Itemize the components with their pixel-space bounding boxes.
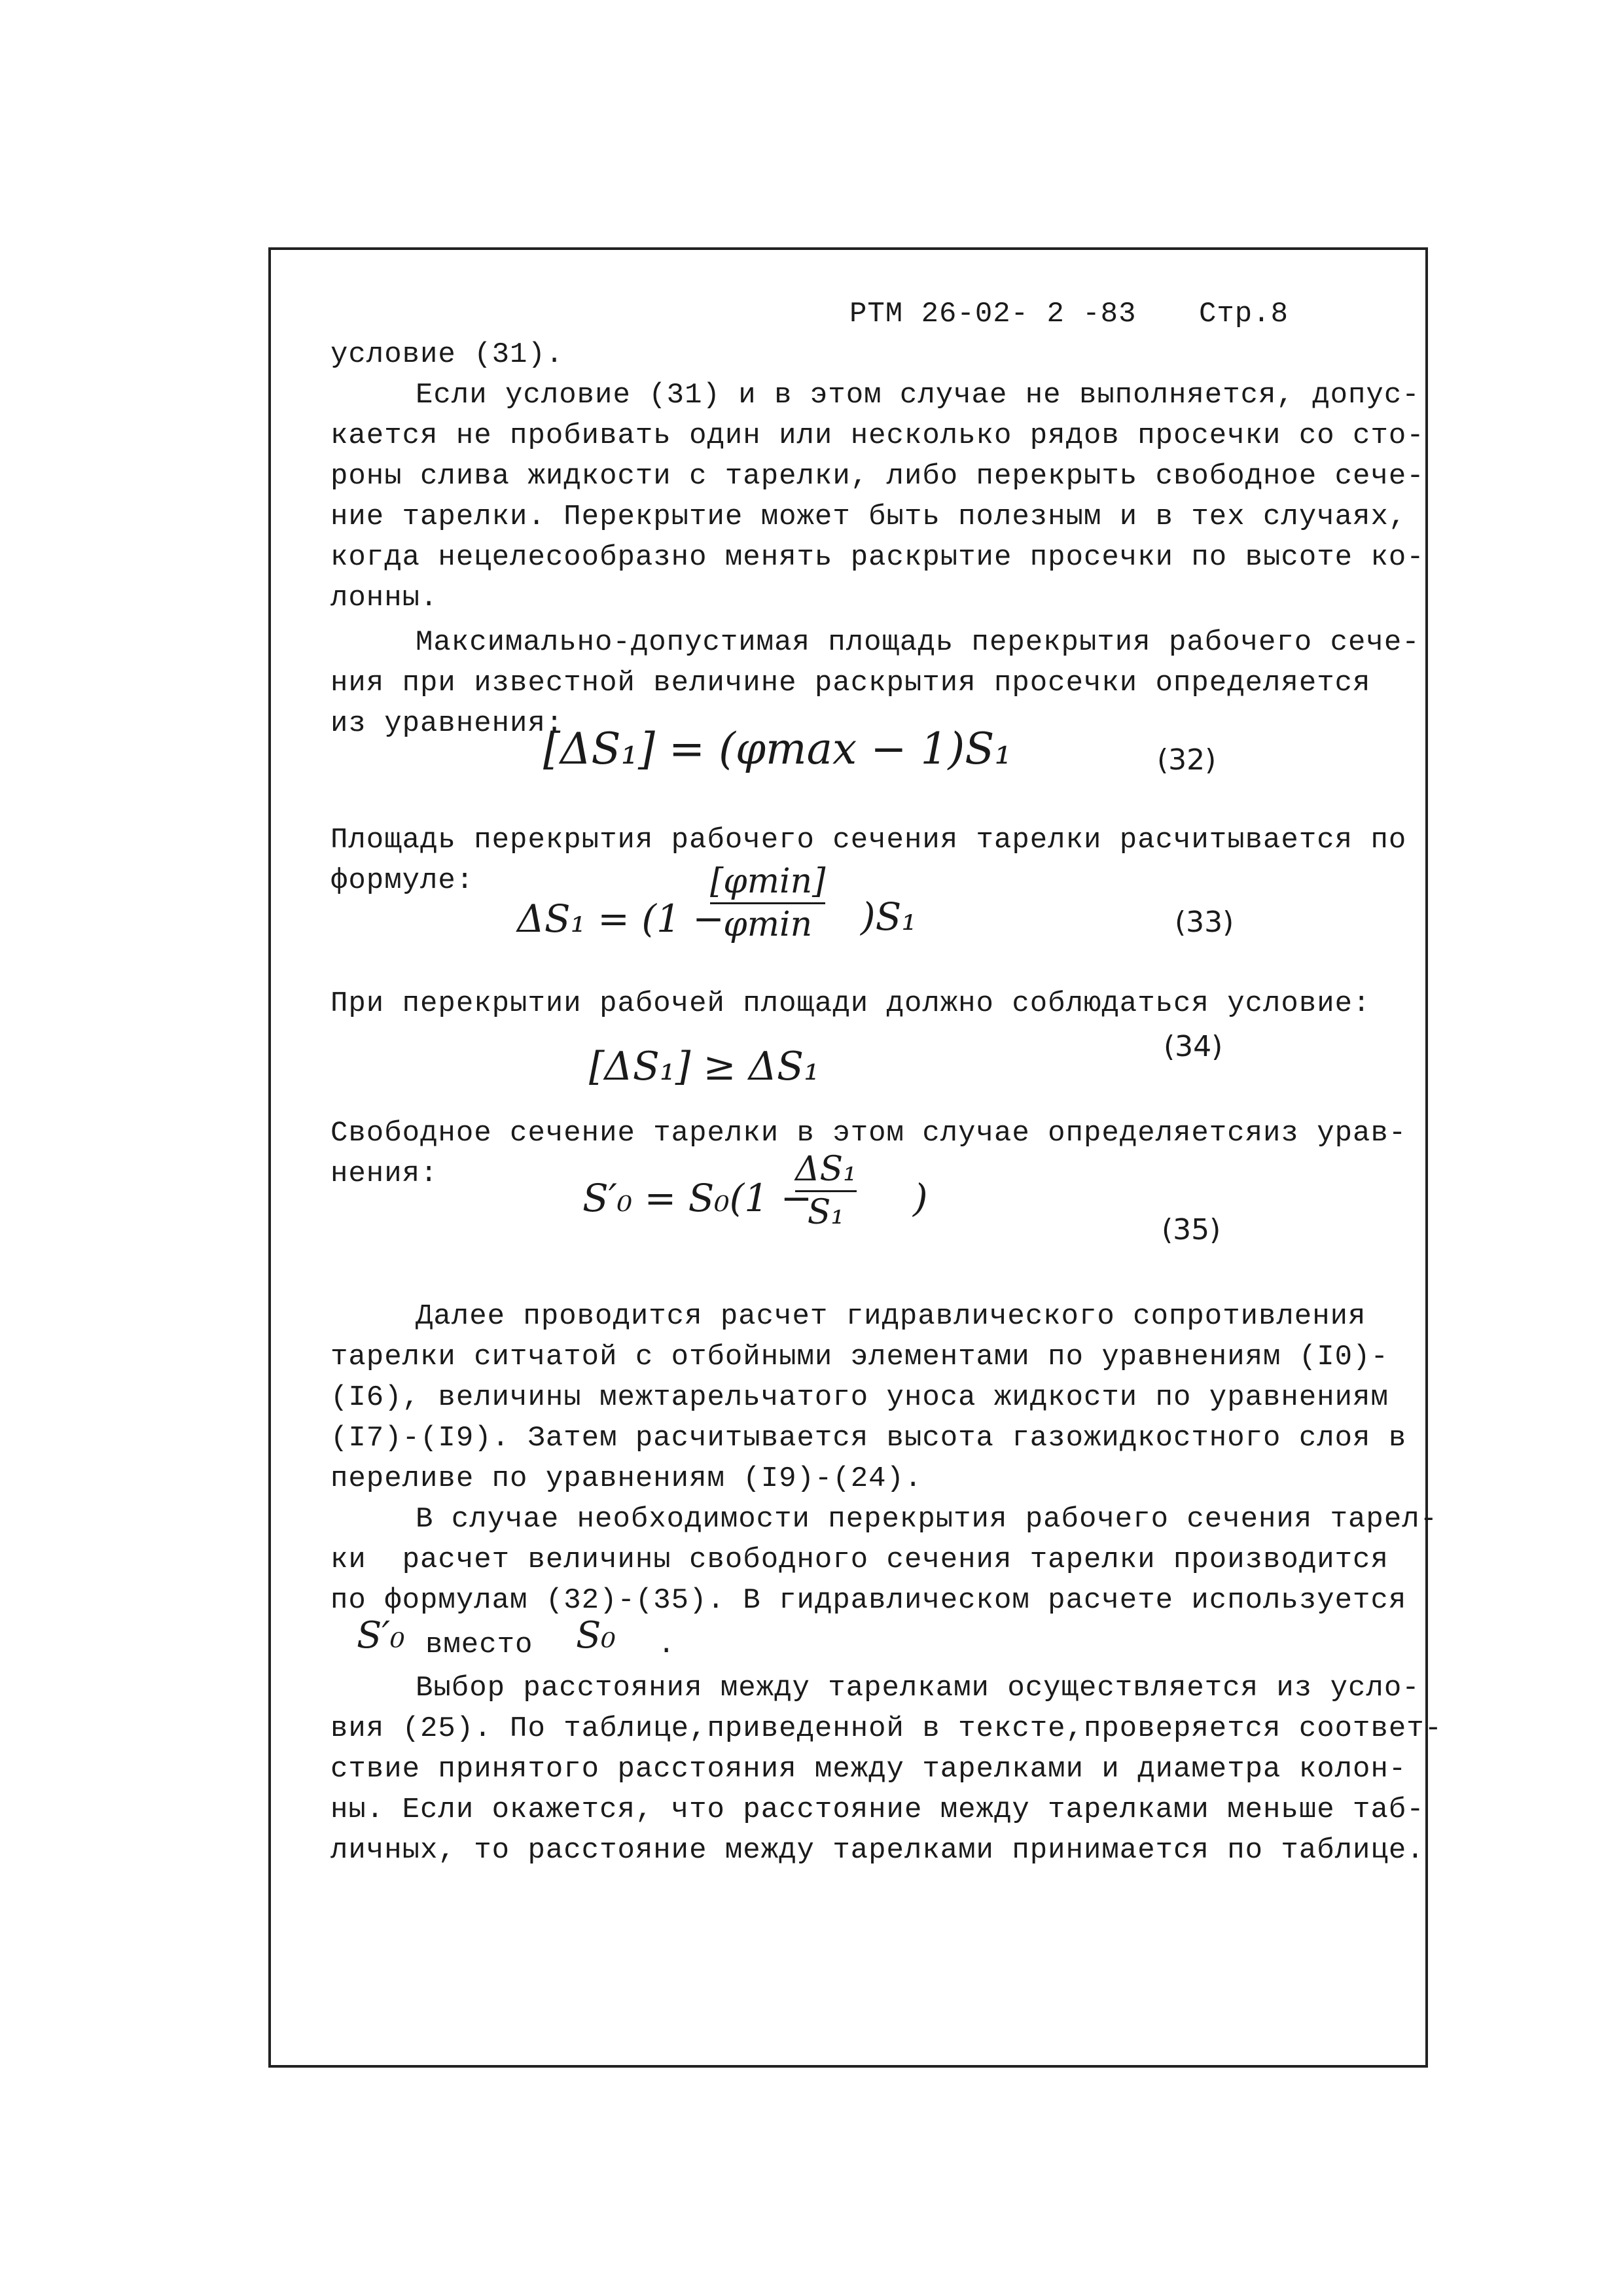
text-line: (I6), величины межтарельчатого уноса жидкости по уравнениям bbox=[330, 1381, 1389, 1414]
equation-34: [ΔS₁] ≥ ΔS₁ bbox=[589, 1044, 820, 1089]
fraction-denominator: φmin bbox=[723, 904, 813, 944]
text-line: условие (31). bbox=[330, 338, 564, 371]
text-line: личных, то расстояние между тарелками принимается по таблице. bbox=[330, 1834, 1425, 1867]
equation-number: (34) bbox=[1164, 1030, 1223, 1063]
text-line: Если условие (31) и в этом случае не выполняется, допус- bbox=[416, 379, 1420, 412]
text-period: . bbox=[658, 1629, 676, 1661]
text-line: переливе по уравнениям (I9)-(24). bbox=[330, 1462, 923, 1495]
text-line: Свободное сечение тарелки в этом случае определяетсяиз урав- bbox=[330, 1117, 1407, 1150]
text-line: В случае необходимости перекрытия рабочего сечения тарел- bbox=[416, 1503, 1438, 1536]
text-line: Выбор расстояния между тарелками осуществляется из усло- bbox=[416, 1672, 1420, 1704]
text-line: ние тарелки. Перекрытие может быть полезным и в тех случаях, bbox=[330, 501, 1407, 533]
text-line: Далее проводится расчет гидравлического сопротивления bbox=[416, 1300, 1366, 1333]
equation-33-right: )S₁ bbox=[861, 894, 917, 939]
equation-32: [ΔS₁] = (φmax − 1)S₁ bbox=[543, 724, 1012, 774]
fraction-denominator: S₁ bbox=[807, 1192, 845, 1232]
text-line: вия (25). По таблице,приведенной в тексте,проверяется соответ- bbox=[330, 1712, 1443, 1745]
equation-number: (32) bbox=[1157, 743, 1217, 777]
fraction-numerator: [φmin] bbox=[710, 862, 826, 901]
text-line: лонны. bbox=[330, 582, 438, 614]
equation-35-fraction bbox=[795, 1152, 857, 1230]
text-line: кается не пробивать один или несколько рядов просечки со сто- bbox=[330, 419, 1425, 452]
text-line: ны. Если окажется, что расстояние между тарелками меньше таб- bbox=[330, 1793, 1425, 1826]
text-line: ния при известной величине раскрытия просечки определяется bbox=[330, 667, 1371, 699]
equation-35-left: S′₀ = S₀(1 − bbox=[582, 1176, 813, 1220]
text-line: ствие принятого расстояния между тарелками и диаметра колон- bbox=[330, 1753, 1407, 1786]
fraction-numerator: ΔS₁ bbox=[795, 1150, 857, 1189]
text-line: Площадь перекрытия рабочего сечения тарелки расчитывается по bbox=[330, 824, 1407, 857]
text-line: из уравнения: bbox=[330, 707, 564, 740]
equation-35-right: ) bbox=[913, 1176, 928, 1220]
text-line: (I7)-(I9). Затем расчитывается высота газожидкостного слоя в bbox=[330, 1422, 1407, 1455]
text-line: формуле: bbox=[330, 864, 474, 897]
text-line: тарелки ситчатой с отбойными элементами по уравнениям (I0)- bbox=[330, 1341, 1389, 1373]
fraction-bar bbox=[710, 902, 825, 904]
text-line: Максимально-допустимая площадь перекрытия рабочего сече- bbox=[416, 626, 1420, 659]
page-number: Стр.8 bbox=[1199, 298, 1289, 330]
text-line: когда нецелесообразно менять раскрытие просечки по высоте ко- bbox=[330, 541, 1425, 574]
equation-33-left: ΔS₁ = (1 − bbox=[517, 896, 724, 941]
equation-number: (35) bbox=[1162, 1213, 1221, 1246]
fraction-bar bbox=[795, 1190, 857, 1192]
equation-33-fraction bbox=[710, 864, 825, 942]
inline-symbol-s0-prime: S′₀ bbox=[357, 1614, 405, 1657]
equation-number: (33) bbox=[1175, 906, 1234, 939]
text-line: При перекрытии рабочей площади должно соблюдаться условие: bbox=[330, 987, 1371, 1020]
text-word: вместо bbox=[425, 1629, 533, 1661]
text-line: по формулам (32)-(35). В гидравлическом расчете используется bbox=[330, 1584, 1407, 1617]
text-line: ки расчет величины свободного сечения тарелки производится bbox=[330, 1544, 1389, 1576]
inline-symbol-s0: S₀ bbox=[576, 1614, 616, 1657]
text-line: нения: bbox=[330, 1157, 438, 1190]
text-line: роны слива жидкости с тарелки, либо перекрыть свободное сече- bbox=[330, 460, 1425, 493]
document-code: РТМ 26-02- 2 -83 bbox=[849, 298, 1137, 330]
